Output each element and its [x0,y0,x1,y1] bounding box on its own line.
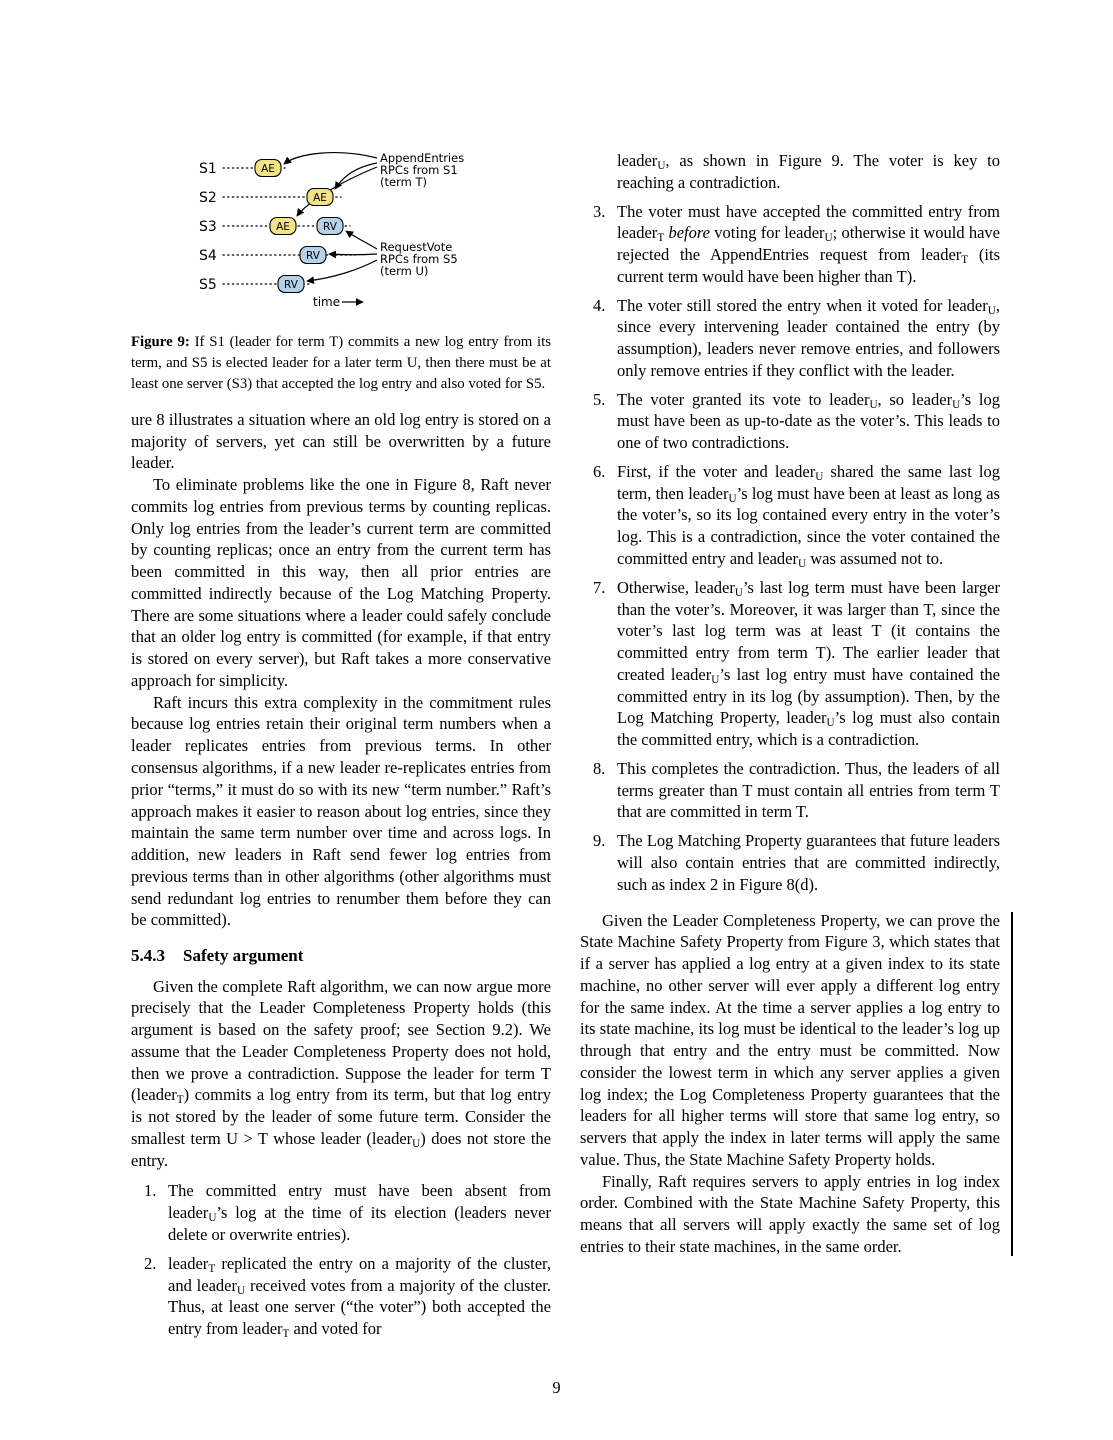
paragraph-continuation: ure 8 illustrates a situation where an old log entry is stored on a majority of servers, yet can still be overwritten by a future leader. [131,409,551,473]
section-number: 5.4.3 [131,946,165,966]
item-text: The voter granted its vote to leader$_U$, so leader$_U$’s log must have been as up-to-date as the voter’s. This leads to one of two contradictions. [617,389,1000,453]
item-text: First, if the voter and leader$_U$ shared the same last log term, then leader$_U$’s log must have been at least as long as the voter’s, so its log contained every entry in the voter’s log. This is a contradiction, since the voter contained the committed entry and leader$_U$ was assumed not to. [617,461,1000,571]
section-heading [131,945,551,967]
annotation-appendentries: RPCs from S1 [380,163,458,177]
item-number: 9. [593,831,606,851]
annotation-appendentries: AppendEntries [380,151,465,165]
change-bar [1011,912,1013,1256]
argument-item-continuation: leader$_U$, as shown in Figure 9. The voter is key to reaching a contradiction. [617,151,1000,192]
arrow-to-s4-rv [329,254,377,255]
right-column [580,150,1000,1258]
argument-item [580,758,1000,823]
item-number: 6. [593,461,606,481]
annotation-requestvote: RPCs from S5 [380,252,458,266]
argument-item [580,830,1000,895]
item-text: The committed entry must have been absent from leader$_U$’s log at the time of its election (leaders never delete or overwrite entries). [168,1181,551,1244]
annotation-requestvote: (term U) [380,264,429,278]
arrow-to-s1-ae [284,153,377,164]
rv-box-label: RV [323,221,337,233]
argument-item [580,201,1000,288]
figure-9 [131,150,551,395]
argument-item [580,389,1000,454]
server-label: S1 [199,161,217,177]
argument-item [580,577,1000,751]
ae-box-label: AE [313,192,327,204]
server-label: S4 [199,248,217,264]
argument-item [580,295,1000,382]
paragraph: Given the Leader Completeness Property, we can prove the State Machine Safety Property from Figure 3, which states that if a server has applied a log entry at a given index to its state machine, no other server will ever apply a different log entry for the same index. At the time a server applies a log entry to its state machine, its log must be identical to the leader’s log up through that entry and the entry must be committed. Now consider the lowest term in which any server applies a given log index; the Log Completeness Property guarantees that the leaders for all higher terms will store that same log entry, so servers that apply the index in later terms will apply the same value. Thus, the State Machine Safety Property holds. [580,910,1000,1169]
argument-item [131,1180,551,1245]
argument-item [131,1253,551,1340]
item-text: Otherwise, leader$_U$’s last log term must have been larger than the voter’s. Moreover, it was larger than T, since the voter’s last log term was at least T (it contains the committed entry from term T). The earlier leader that created leader$_U$’s last log entry must have contained the committed entry in its log (by assumption). Then, by the Log Matching Property, leader$_U$’s log must also contain the committed entry, which is a contradiction. [617,577,1000,750]
item-text: The voter still stored the entry when it voted for leader$_U$, since every intervening leader contained the entry (by assumption), leaders never remove entries, and followers only remove entries if they conflict with the leader. [617,295,1000,380]
item-text: The voter must have accepted the committed entry from leader$_T$ before voting for leader$_U$; otherwise it would have rejected the AppendEntries request from leader$_T$ (its current term would have been higher than T). [617,201,1000,286]
server-label: S5 [199,277,217,293]
paragraph: Finally, Raft requires servers to apply entries in log index order. Combined with the State Machine Safety Property, this means that all servers will apply exactly the same set of log entries to their state machines, in the same order. [580,1171,1000,1256]
figure-caption [131,332,551,395]
left-column [131,150,551,1347]
page-number: 9 [552,1378,561,1397]
annotation-appendentries: (term T) [380,175,427,189]
paragraph: Given the complete Raft algorithm, we can now argue more precisely that the Leader Completeness Property holds (this argument is based on the safety proof; see Section 9.2). We assume that the Leader Completeness Property does not hold, then we prove a contradiction. Suppose the leader for term T (leader$_T$) commits a log entry from its term, but that log entry is not stored by the leader of some future term. Consider the smallest term U > T whose leader (leader$_U$) does not store the entry. [131,976,551,1170]
annotation-requestvote: RequestVote [380,240,453,254]
item-text: The Log Matching Property guarantees that future leaders will also contain entries that are committed indirectly, such as index 2 in Figure 8(d). [617,831,1000,894]
section-title: Safety argument [183,946,304,966]
item-number: 8. [593,758,606,778]
rv-box-label: RV [284,279,298,291]
item-number: 4. [593,295,606,315]
paragraph: To eliminate problems like the one in Figure 8, Raft never commits log entries from previous terms by counting replicas. Only log entries from the leader’s current term are committed by counting replicas; once an entry from the current term has been committed in this way, then all prior entries are committed indirectly because of the Log Matching Property. There are some situations where a leader could safely conclude that an older log entry is committed (for example, if that entry is stored on every server), but Raft takes a more conservative approach for simplicity. [131,475,551,690]
item-text: leader$_T$ replicated the entry on a majority of the cluster, and leader$_U$ received votes from a majority of the cluster. Thus, at least one server (“the voter”) both accepted the entry from leader$_T$ and voted for [168,1253,552,1341]
item-number: 2. [144,1253,157,1273]
item-number: 7. [593,577,606,597]
item-text: This completes the contradiction. Thus, the leaders of all terms greater than T must contain all entries from term T that are committed in term T. [617,758,1000,822]
ae-box-label: AE [276,221,290,233]
figure-caption-label: Figure 9: [131,333,190,350]
rv-box-label: RV [306,250,320,262]
argument-list [131,1180,551,1339]
item-number: 5. [593,389,606,409]
server-label: S3 [199,219,217,235]
figure-diagram-wrap [131,150,551,324]
arrow-to-s3-rv [346,231,377,249]
ae-box-label: AE [261,163,275,175]
time-label: time [313,295,341,309]
figure-diagram [193,150,493,318]
server-label: S2 [199,190,217,206]
argument-list [580,201,1000,896]
argument-item [580,461,1000,570]
figure-caption-text: If S1 (leader for term T) commits a new log entry from its term, and S5 is elected leader for a later term U, then there must be at least one server (S3) that accepted the log entry and also voted for S5. [131,333,552,392]
changebar-section [580,910,1000,1258]
item-number: 1. [144,1181,157,1201]
item-number: 3. [593,201,606,221]
paragraph: Raft incurs this extra complexity in the commitment rules because log entries retain their original term numbers when a leader replicates entries from previous terms. In other consensus algorithms, if a new leader re-replicates entries from prior “terms,” it must do so with its new “term number.” Raft’s approach makes it easier to reason about log entries, since they maintain the same term number over time and across logs. In addition, new leaders in Raft send fewer log entries from previous terms than in other algorithms (other algorithms must send redundant log entries to renumber them before they can be committed). [131,692,551,930]
